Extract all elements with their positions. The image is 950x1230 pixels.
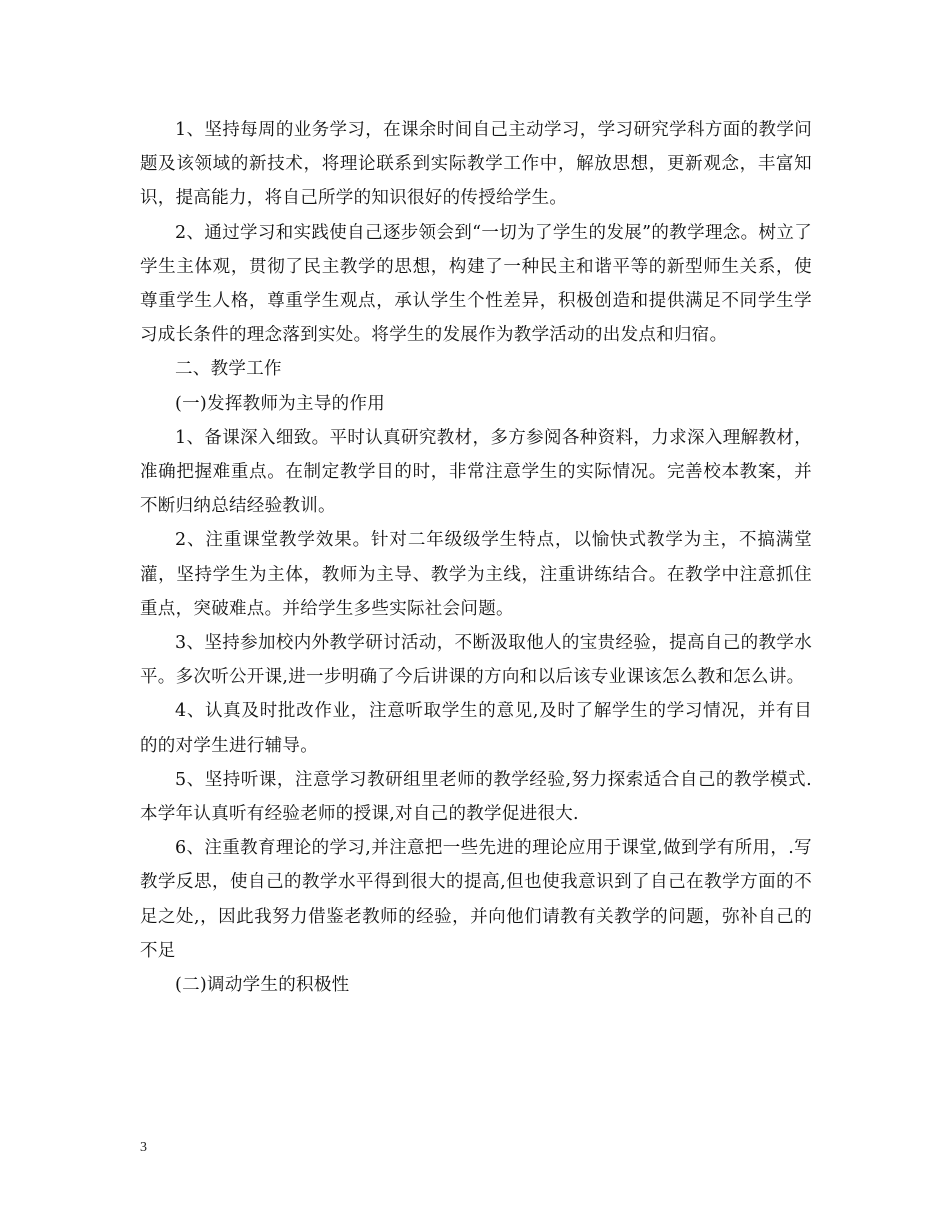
paragraph-practice: 2、通过学习和实践使自己逐步领会到“一切为了学生的发展”的教学理念。树立了学生主体观，贯彻了民主教学的思想，构建了一种民主和谐平等的新型师生关系，使尊重学生人格，尊重学生观点，承认学生个性差异，积极创造和提供满足不同学生学习成长条件的理念落到实处。将学生的发展作为教学活动的出发点和归宿。 [140,222,812,346]
paragraph-theory: 6、注重教育理论的学习,并注意把一些先进的理论应用于课堂,做到学有所用，.写教学反思，使自己的教学水平得到很大的提高,但也使我意识到了自己在教学方面的不足之处,，因此我努力借鉴老教师的经验，并向他们请教有关教学的问题，弥补自己的不足 [140,838,812,961]
paragraph-classroom-effect: 2、注重课堂教学效果。针对二年级级学生特点，以愉快式教学为主，不搞满堂灌，坚持学生为主体，教师为主导、教学为主线，注重讲练结合。在教学中注意抓住重点，突破难点。并给学生多些实际社会问题。 [140,530,812,619]
paragraph-study: 1、坚持每周的业务学习，在课余时间自己主动学习，学习研究学科方面的教学问题及该领域的新技术，将理论联系到实际教学工作中，解放思想，更新观念，丰富知识，提高能力，将自己所学的知识很好的传授给学生。 [140,120,812,209]
paragraph-research-activities: 3、坚持参加校内外教学研讨活动，不断汲取他人的宝贵经验，提高自己的教学水平。多次听公开课,进一步明确了今后讲课的方向和以后该专业课该怎么教和怎么讲。 [140,633,812,688]
page-number: 3 [140,1140,147,1155]
paragraph-observation: 5、坚持听课，注意学习教研组里老师的教学经验,努力探索适合自己的教学模式.本学年认真听有经验老师的授课,对自己的教学促进很大. [140,769,812,825]
paragraph-homework: 4、认真及时批改作业，注意听取学生的意见,及时了解学生的学习情况，并有目的的对学生进行辅导。 [140,701,812,756]
paragraph-lesson-prep: 1、备课深入细致。平时认真研究教材，多方参阅各种资料，力求深入理解教材，准确把握难重点。在制定教学目的时，非常注意学生的实际情况。完善校本教案，并不断归纳总结经验教训。 [140,427,812,517]
subsection-heading-student-motivation: (二)调动学生的积极性 [175,975,350,996]
document-body [140,113,812,1002]
section-heading-teaching-work: 二、教学工作 [175,359,282,380]
subsection-heading-teacher-role: (一)发挥教师为主导的作用 [175,393,386,414]
